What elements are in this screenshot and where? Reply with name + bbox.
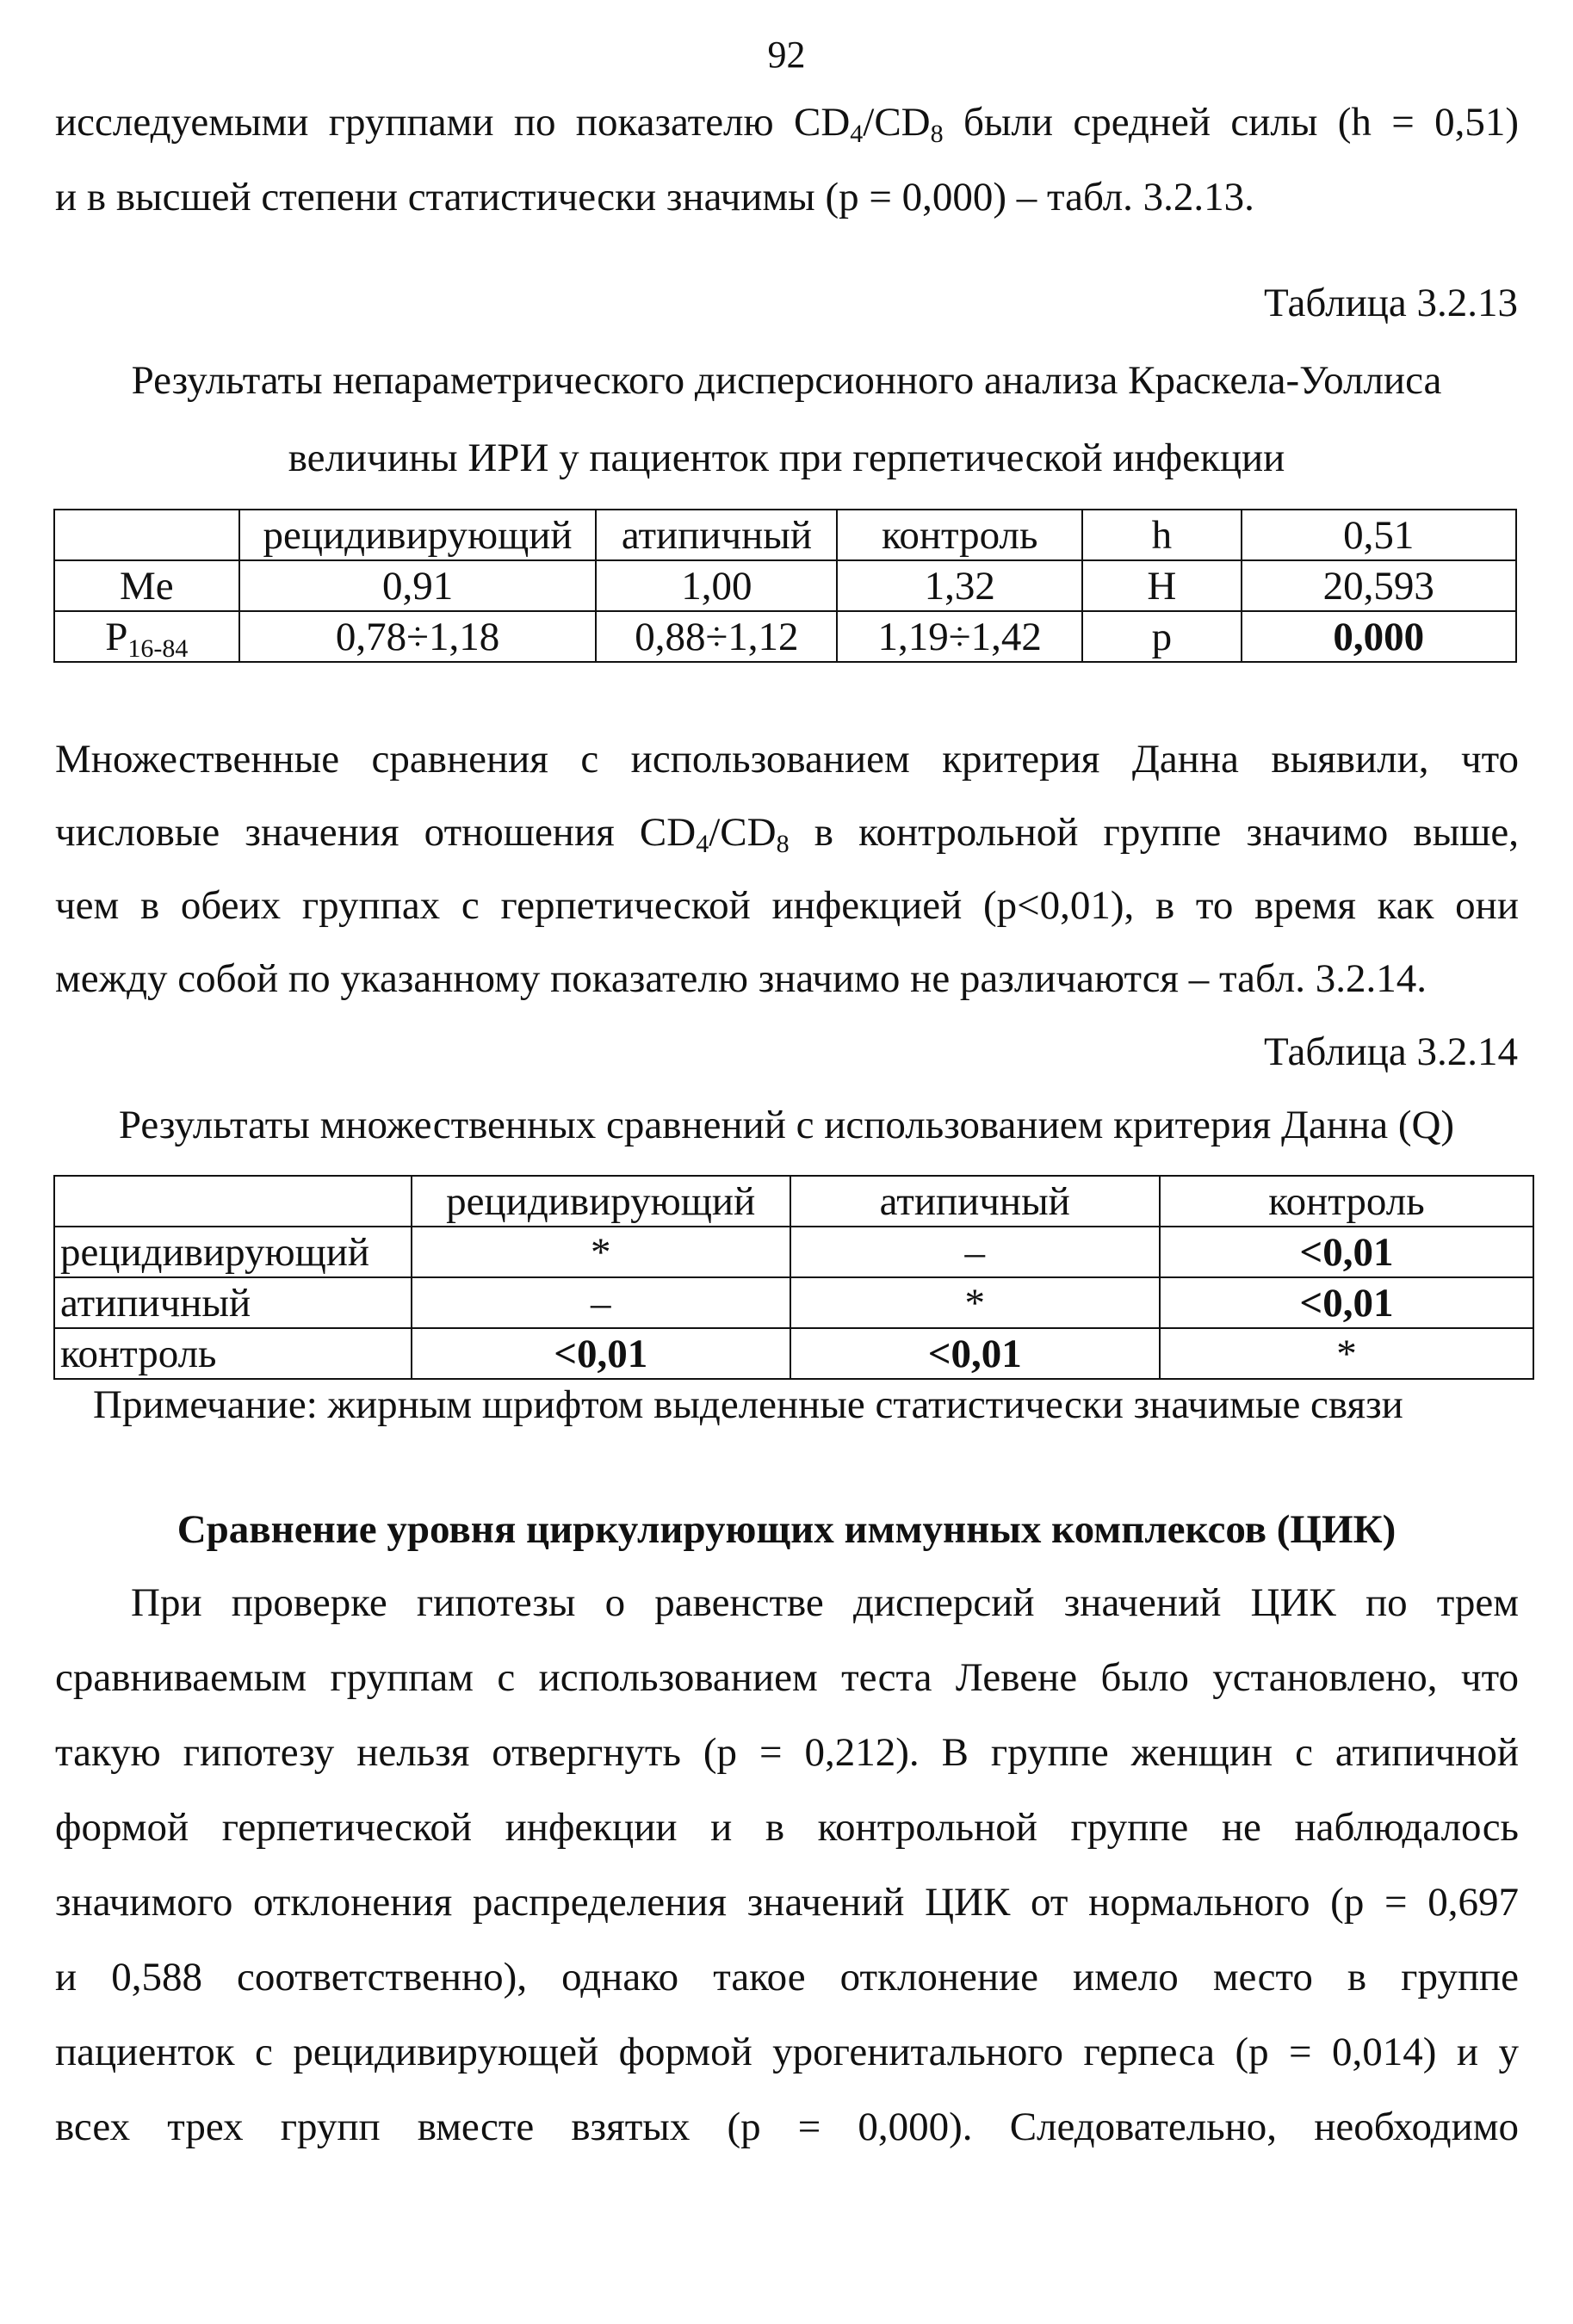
para1-line-4: между собой по указанному показателю значимо не различаются – табл. 3.2.14.	[55, 956, 1427, 1001]
section-line-4-text: формой герпетической инфекции и в контрольной группе не наблюдалось	[55, 1805, 1519, 1850]
table1-label: Таблица 3.2.13	[1263, 281, 1518, 325]
para1-line-1	[55, 736, 1519, 782]
table2-header-cell: контроль	[1160, 1176, 1533, 1227]
table1-header-cell: 0,51	[1242, 510, 1516, 560]
section-line-5	[55, 1879, 1519, 1925]
section-line-6	[55, 1954, 1519, 2000]
table1-header-cell: атипичный	[596, 510, 837, 560]
table2-cell-significant: <0,01	[790, 1328, 1160, 1379]
table1-header-cell: контроль	[837, 510, 1082, 560]
table1-cell: p	[1082, 611, 1242, 662]
table2-row	[54, 1227, 1533, 1277]
subscript: 4	[850, 120, 864, 148]
table1-cell: 20,593	[1242, 560, 1516, 611]
table1-cell: 0,78÷1,18	[239, 611, 597, 662]
section-heading: Сравнение уровня циркулирующих иммунных комплексов (ЦИК)	[176, 1507, 1397, 1552]
intro-line-1	[55, 99, 1520, 148]
table2-row-label: рецидивирующий	[54, 1227, 412, 1277]
table2-cell-significant: <0,01	[1160, 1227, 1533, 1277]
table2-cell	[54, 1176, 412, 1227]
table1-header-cell: h	[1082, 510, 1242, 560]
para1-line-2	[55, 809, 1519, 856]
page-number: 92	[767, 34, 806, 76]
table1-row-label	[54, 611, 239, 662]
table1-row	[54, 611, 1516, 662]
table1-cell: 1,00	[596, 560, 837, 611]
section-line-2	[55, 1654, 1519, 1701]
intro-line-1-text: исследуемыми группами по показателю $CD_4/CD_8$ были средней силы (h = 0,51)	[55, 100, 1520, 148]
para1-line-3-text: чем в обеих группах с герпетической инфекцией (p<0,01), в то время как они	[55, 883, 1519, 928]
table1-row	[54, 560, 1516, 611]
table1-title-line-1: Результаты непараметрического дисперсионного анализа Краскела-Уоллиса	[131, 358, 1442, 403]
section-line-1	[131, 1579, 1519, 1626]
table2-row	[54, 1277, 1533, 1328]
table2-cell: *	[1160, 1328, 1533, 1379]
section-line-8-text: всех трех групп вместе взятых (p = 0,000). Следовательно, необходимо	[55, 2105, 1519, 2149]
table1-header-cell: рецидивирующий	[239, 510, 597, 560]
table2-header-cell: рецидивирующий	[412, 1176, 790, 1227]
section-line-7-text: пациенток с рецидивирующей формой урогенитального герпеса (p = 0,014) и у	[55, 2030, 1519, 2074]
subscript: 8	[930, 120, 944, 148]
table2-cell: –	[790, 1227, 1160, 1277]
table1-cell	[54, 510, 239, 560]
table1-cell: 0,91	[239, 560, 597, 611]
table2-label: Таблица 3.2.14	[1263, 1029, 1518, 1074]
table1-cell: 0,88÷1,12	[596, 611, 837, 662]
section-line-3-text: такую гипотезу нельзя отвергнуть (p = 0,212). В группе женщин с атипичной	[55, 1730, 1519, 1775]
table2	[53, 1175, 1534, 1380]
para1-line-3	[55, 882, 1519, 929]
para1-line-2-text: числовые значения отношения $CD_4/CD_8$ в контрольной группе значимо выше,	[55, 810, 1519, 858]
table2-row-label: атипичный	[54, 1277, 412, 1328]
table2-row	[54, 1328, 1533, 1379]
table1-header-row	[54, 510, 1516, 560]
table2-note: Примечание: жирным шрифтом выделенные статистически значимые связи	[93, 1382, 1403, 1427]
table2-row-label: контроль	[54, 1328, 412, 1379]
table2-cell-significant: <0,01	[412, 1328, 790, 1379]
para1-line-1-text: Множественные сравнения с использованием критерия Данна выявили, что	[55, 737, 1519, 782]
section-line-1-text: При проверке гипотезы о равенстве дисперсий значений ЦИК по трем	[131, 1580, 1519, 1625]
subscript: 8	[776, 830, 790, 858]
table2-cell: *	[790, 1277, 1160, 1328]
table1	[53, 509, 1517, 663]
section-line-3	[55, 1729, 1519, 1776]
section-line-4	[55, 1804, 1519, 1851]
table1-cell-significant: 0,000	[1242, 611, 1516, 662]
table1-row-label: Me	[54, 560, 239, 611]
p-label-subscript: 16-84	[127, 634, 189, 663]
table2-cell: *	[412, 1227, 790, 1277]
table2-title: Результаты множественных сравнений с использованием критерия Данна (Q)	[118, 1103, 1455, 1147]
intro-line-2: и в высшей степени статистически значимы (p = 0,000) – табл. 3.2.13.	[55, 175, 1254, 219]
table2-header-cell: атипичный	[790, 1176, 1160, 1227]
table2-cell: –	[412, 1277, 790, 1328]
table1-cell: 1,19÷1,42	[837, 611, 1082, 662]
section-line-8	[55, 2104, 1519, 2150]
section-line-6-text: и 0,588 соответственно), однако такое отклонение имело место в группе	[55, 1955, 1519, 2000]
table2-header-row	[54, 1176, 1533, 1227]
table1-cell: H	[1082, 560, 1242, 611]
section-line-2-text: сравниваемым группам с использованием теста Левене было установлено, что	[55, 1655, 1519, 1700]
table2-cell-significant: <0,01	[1160, 1277, 1533, 1328]
subscript: 4	[696, 830, 709, 858]
table1-title-line-2: величины ИРИ у пациенток при герпетической инфекции	[288, 436, 1285, 480]
table1-cell: 1,32	[837, 560, 1082, 611]
section-line-5-text: значимого отклонения распределения значений ЦИК от нормального (p = 0,697	[55, 1880, 1519, 1925]
section-line-7	[55, 2029, 1519, 2075]
p-label: P	[105, 614, 128, 659]
